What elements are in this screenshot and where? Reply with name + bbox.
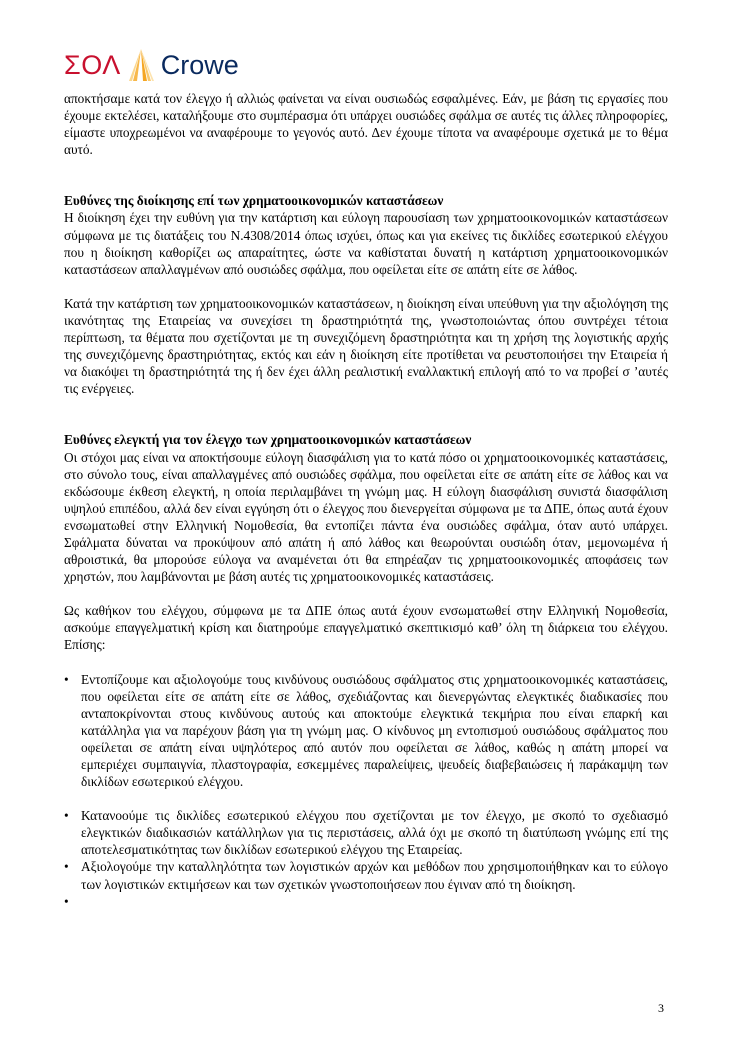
company-logo (64, 46, 239, 84)
section-heading-management: Ευθύνες της διοίκησης επί των χρηματοοικονομικών καταστάσεων (64, 193, 444, 209)
logo-crown-icon (123, 47, 159, 83)
management-paragraph-1: Η διοίκηση έχει την ευθύνη για την κατάρτιση και εύλογη παρουσίαση των χρηματοοικονομικών καταστάσεων σύμφωνα με τις διατάξεις του Ν.4308/2014 όπως ισχύει, όπως και για εκείνες τις δικλίδες εσωτερικού ελέγχου που η διοίκηση καθορίζει ως απαραίτητες, ώστε να καθίσταται δυνατή η κατάρτιση χρηματοοικονομικών καταστάσεων απαλλαγμένων από ουσιώδες σφάλμα, που οφείλεται είτε σε απάτη είτε σε λάθος. (64, 210, 668, 277)
bullet-text: Εντοπίζουμε και αξιολογούμε τους κινδύνους ουσιώδους σφάλματος στις χρηματοοικονομικές καταστάσεις, που οφείλεται είτε σε απάτη είτε σε λάθος, σχεδιάζοντας και διενεργώντας ελεγκτικές διαδικασίες που ανταποκρίνονται στους κινδύνους αυτούς και αποκτούμε ελεγκτικά τεκμήρια που είναι επαρκή και κατάλληλα για να παρέχουν βάση για τη γνώμη μας. Ο κίνδυνος μη εντοπισμού ουσιώδους σφάλματος που οφείλεται σε απάτη είναι υψηλότερος από αυτόν που οφείλεται σε λάθος, καθώς η απάτη μπορεί να εμπεριέχει συμπαιγνία, πλαστογραφία, εσκεμμένες παραλείψεις, ψευδείς διαβεβαιώσεις ή παράκαμψη των δικλίδων εσωτερικού ελέγχου. (81, 671, 668, 790)
bullet-text: Κατανοούμε τις δικλίδες εσωτερικού ελέγχου που σχετίζονται με τον έλεγχο, με σκοπό το σχεδιασμό ελεγκτικών διαδικασιών κατάλληλων για τις περιστάσεις, αλλά όχι με σκοπό τη διατύπωση γνώμης επί της αποτελεσματικότητας των δικλίδων εσωτερικού ελέγχου της Εταιρείας. (81, 808, 668, 858)
management-paragraph-2: Κατά την κατάρτιση των χρηματοοικονομικών καταστάσεων, η διοίκηση είναι υπεύθυνη για την αξιολόγηση της ικανότητας της Εταιρείας να συνεχίσει τη δραστηριότητά της, γνωστοποιώντας όπου συντρέχει τέτοια περίπτωση, τα θέματα που σχετίζονται με τη συνεχιζόμενη δραστηριότητα και τη χρήση της λογιστικής αρχής της συνεχιζόμενης δραστηριότητας, εκτός και εάν η διοίκηση είτε προτίθεται να ρευστοποιήσει την Εταιρεία ή να διακόψει τη δραστηριότητά της ή δεν έχει άλλη ρεαλιστική εναλλακτική επιλογή από το να προβεί σ ’αυτές τις ενέργειες. (64, 295, 668, 397)
bullet-icon: • (64, 893, 69, 909)
list-item (64, 858, 668, 892)
list-item (64, 893, 668, 910)
bullet-icon: • (64, 671, 69, 687)
intro-paragraph: αποκτήσαμε κατά τον έλεγχο ή αλλιώς φαίνεται να είναι ουσιωδώς εσφαλμένες. Εάν, με βάση τις εργασίες που έχουμε εκτελέσει, καταλήξουμε στο συμπέρασμα ότι υπάρχει ουσιώδες σφάλμα σε αυτές τις άλλες πληροφορίες, είμαστε υποχρεωμένοι να αναφέρουμε το γεγονός αυτό. Δεν έχουμε τίποτα να αναφέρουμε σχετικά με το θέμα αυτό. (64, 91, 668, 158)
section-heading-auditor: Ευθύνες ελεγκτή για τον έλεγχο των χρηματοοικονομικών καταστάσεων (64, 432, 472, 448)
document-body (64, 90, 668, 910)
bullet-icon: • (64, 859, 69, 875)
logo-crowe-text: Crowe (160, 49, 239, 80)
bullet-icon: • (64, 808, 69, 824)
page-number: 3 (658, 1001, 664, 1015)
auditor-bullet-list (64, 671, 668, 910)
auditor-paragraph-2: Ως καθήκον του ελέγχου, σύμφωνα με τα ΔΠΕ όπως αυτά έχουν ενσωματωθεί στην Ελληνική Νομοθεσία, ασκούμε επαγγελματική κρίση και διατηρούμε επαγγελματικό σκεπτικισμό καθ’ όλη τη διάρκεια του ελέγχου. Επίσης: (64, 603, 668, 653)
bullet-text (81, 894, 84, 909)
list-item (64, 671, 668, 791)
auditor-paragraph-1: Οι στόχοι μας είναι να αποκτήσουμε εύλογη διασφάλιση για το κατά πόσο οι χρηματοοικονομικές καταστάσεις, στο σύνολο τους, είναι απαλλαγμένες από ουσιώδες σφάλμα, που οφείλεται είτε σε απάτη είτε σε λάθος και να εκδώσουμε έκθεση ελεγκτή, η οποία περιλαμβάνει τη γνώμη μας. Η εύλογη διασφάλιση συνιστά διασφάλιση υψηλού επιπέδου, αλλά δεν είναι εγγύηση ότι ο έλεγχος που διενεργείται σύμφωνα με τα ΔΠΕ, όπως αυτά έχουν ενσωματωθεί στην Ελληνική Νομοθεσία, θα εντοπίζει πάντα ένα ουσιώδες σφάλμα, όταν αυτό υπάρχει. Σφάλματα δύναται να προκύψουν από απάτη ή από λάθος και θεωρούνται ουσιώδη όταν, μεμονωμένα ή αθροιστικά, θα μπορούσε εύλογα να αναμένεται ότι θα επηρέαζαν τις χρηματοοικονομικές αποφάσεις των χρηστών, που λαμβάνονται με βάση αυτές τις χρηματοοικονομικές καταστάσεις. (64, 449, 668, 585)
logo-sol-text: ΣΟΛ (64, 49, 121, 80)
bullet-text: Αξιολογούμε την καταλληλότητα των λογιστικών αρχών και μεθόδων που χρησιμοποιήθηκαν και το εύλογο των λογιστικών εκτιμήσεων και των σχετικών γνωστοποιήσεων που έγιναν από τη διοίκηση. (81, 859, 668, 892)
list-spacer (64, 790, 668, 807)
list-item (64, 807, 668, 858)
